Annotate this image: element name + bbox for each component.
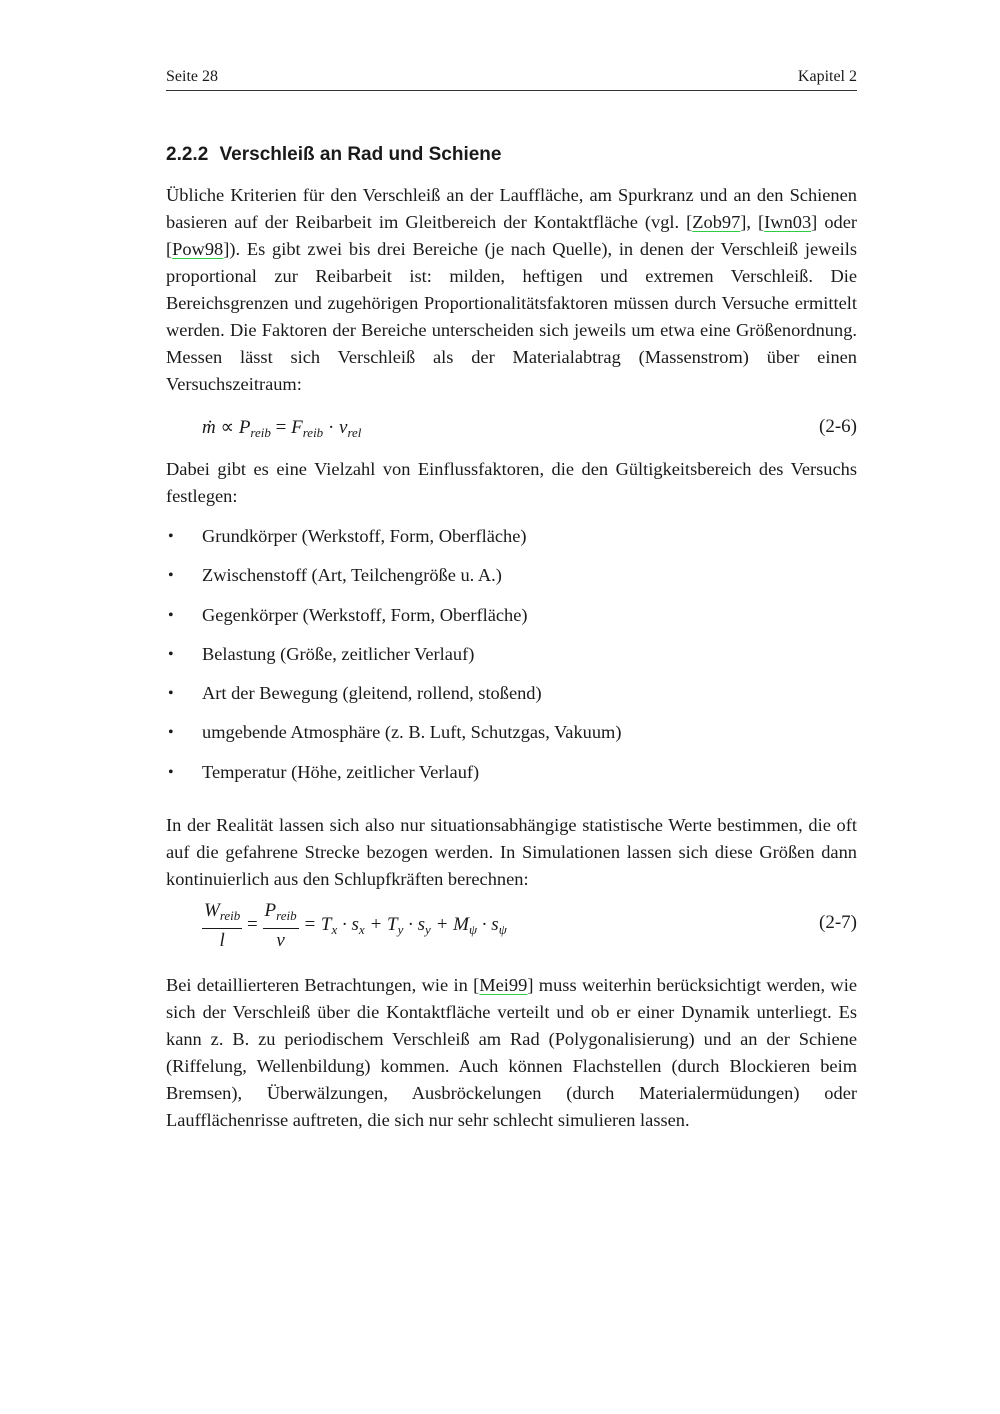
list-item: [166, 602, 622, 641]
list-item: [166, 523, 622, 562]
math-term: · s: [337, 914, 359, 936]
math-term: + M: [430, 914, 469, 936]
citation-link-zob97[interactable]: Zob97: [692, 212, 741, 232]
fraction-denominator: [263, 929, 299, 952]
paragraph-text: ], [: [740, 212, 765, 232]
list-item-text: umgebende Atmosphäre (z. B. Luft, Schutzgas, Vakuum): [202, 722, 622, 743]
math-symbol: P: [238, 417, 251, 438]
influence-factors-list: [166, 523, 622, 798]
math-subscript: reib: [302, 425, 324, 440]
paragraph-text: ] oder [: [166, 212, 857, 259]
math-symbol: v: [339, 417, 348, 438]
section-heading: [166, 144, 501, 166]
bullet-icon: •: [168, 606, 174, 624]
math-subscript: rel: [347, 425, 362, 440]
math-subscript: x: [358, 922, 365, 938]
list-item-text: Zwischenstoff (Art, Teilchengröße u. A.): [202, 565, 502, 586]
math-subscript: reib: [276, 908, 297, 923]
bullet-icon: •: [168, 645, 174, 663]
citation-link-iwn03[interactable]: Iwn03: [764, 212, 812, 232]
list-item: [166, 562, 622, 601]
math-symbol: ṁ: [202, 417, 216, 438]
math-subscript: ψ: [498, 922, 507, 938]
section-title: Verschleiß an Rad und Schiene: [219, 144, 502, 165]
running-header: [166, 68, 857, 91]
list-item-text: Art der Bewegung (gleitend, rollend, stoßend): [202, 683, 542, 704]
page-number: Seite 28: [166, 68, 218, 85]
paragraph-text: Bei detaillierteren Betrachtungen, wie in [: [166, 975, 480, 995]
paragraph-simulation: In der Realität lassen sich also nur situationsabhängige statistische Werte bestimmen, die oft auf die gefahrene Strecke bezogen werden. In Simulationen lassen sich diese Größen dann kontinuierlich aus den Schlupfkräften berechnen:: [166, 815, 857, 889]
math-term: = T: [303, 914, 332, 936]
bullet-icon: •: [168, 685, 174, 703]
fraction-w-over-l: [202, 900, 242, 952]
list-item: [166, 759, 622, 798]
math-operator: ∝: [220, 417, 235, 438]
fraction-numerator: [202, 900, 242, 929]
bullet-icon: •: [168, 528, 174, 545]
math-symbol: P: [264, 900, 277, 921]
equation-2-7: [202, 900, 857, 952]
bullet-icon: •: [168, 724, 174, 742]
citation-link-pow98[interactable]: Pow98: [172, 239, 224, 259]
math-term: · s: [403, 914, 426, 936]
paragraph-influence-factors: Dabei gibt es eine Vielzahl von Einflussfaktoren, die den Gültigkeitsbereich des Versuchs festlegen:: [166, 459, 857, 506]
math-symbol: W: [204, 900, 220, 921]
equation-formula: [202, 900, 507, 951]
fraction-numerator: [263, 900, 299, 929]
paragraph-text: ] muss weiterhin berücksichtigt werden, wie sich der Verschleiß über die Kontaktfläche verteilt und ob er einer Dynamik unterliegt. Es kann z. B. zu periodischem Verschleiß am Rad (Polygonalisierung) und an der Schiene (Riffelung, Wellenbildung) kommen. Auch können Flachstellen (durch Blockieren beim Bremsen), Überwälzungen, Ausbröckelungen (durch Materialermüdungen) oder Laufflächenrisse auftreten, die sich nur sehr schlecht simulieren lassen.: [166, 975, 857, 1130]
fraction-p-over-v: [263, 900, 299, 952]
math-operator: =: [247, 914, 258, 936]
paragraph-wear-criteria: [166, 182, 857, 398]
section-number: 2.2.2: [166, 144, 209, 165]
list-item-text: Gegenkörper (Werkstoff, Form, Oberfläche): [202, 604, 528, 625]
list-item-text: Temperatur (Höhe, zeitlicher Verlauf): [202, 761, 480, 782]
equation-number: (2-6): [819, 416, 857, 437]
math-operator: =: [275, 417, 287, 438]
list-item-text: Belastung (Größe, zeitlicher Verlauf): [202, 643, 475, 664]
math-term: · s: [477, 914, 499, 936]
math-symbol: v: [276, 930, 285, 951]
bullet-icon: •: [168, 567, 174, 585]
math-subscript: reib: [250, 425, 271, 440]
math-term: + T: [364, 914, 398, 936]
paragraph-detailed-considerations: [166, 972, 857, 1134]
list-item: [166, 641, 622, 680]
list-item: [166, 680, 622, 719]
list-item: [166, 719, 622, 758]
equation-2-6: [202, 416, 857, 441]
citation-link-mei99[interactable]: Mei99: [479, 975, 528, 995]
math-symbol: F: [291, 417, 303, 438]
equation-formula: [202, 417, 361, 438]
math-subscript: reib: [219, 908, 241, 923]
math-subscript: y: [425, 922, 431, 938]
math-subscript: x: [331, 922, 338, 938]
chapter-label: Kapitel 2: [797, 68, 857, 85]
fraction-denominator: [202, 929, 242, 952]
paragraph-text: Übliche Kriterien für den Verschleiß an der Lauffläche, am Spurkranz und an den Schienen basieren auf der Reibarbeit im Gleitbereich der Kontaktfläche (vgl. [: [166, 185, 857, 232]
list-item-text: Grundkörper (Werkstoff, Form, Oberfläche): [202, 526, 527, 546]
math-subscript: ψ: [468, 922, 478, 938]
paragraph-text: ]). Es gibt zwei bis drei Bereiche (je nach Quelle), in denen der Verschleiß jeweils proportional zur Reibarbeit ist: milden, heftigen und extremen Verschleiß. Die Bereichsgrenzen und zugehörigen Proportionalitätsfaktoren müssen durch Versuche ermittelt werden. Die Faktoren der Bereiche unterscheiden sich jeweils um etwa eine Größenordnung. Messen lässt sich Verschleiß als der Materialabtrag (Massenstrom) über einen Versuchszeitraum:: [166, 239, 857, 394]
math-symbol: l: [219, 930, 225, 951]
equation-number: (2-7): [819, 912, 857, 933]
math-subscript: y: [397, 922, 404, 938]
math-operator: ·: [327, 417, 335, 438]
bullet-icon: •: [168, 763, 174, 781]
